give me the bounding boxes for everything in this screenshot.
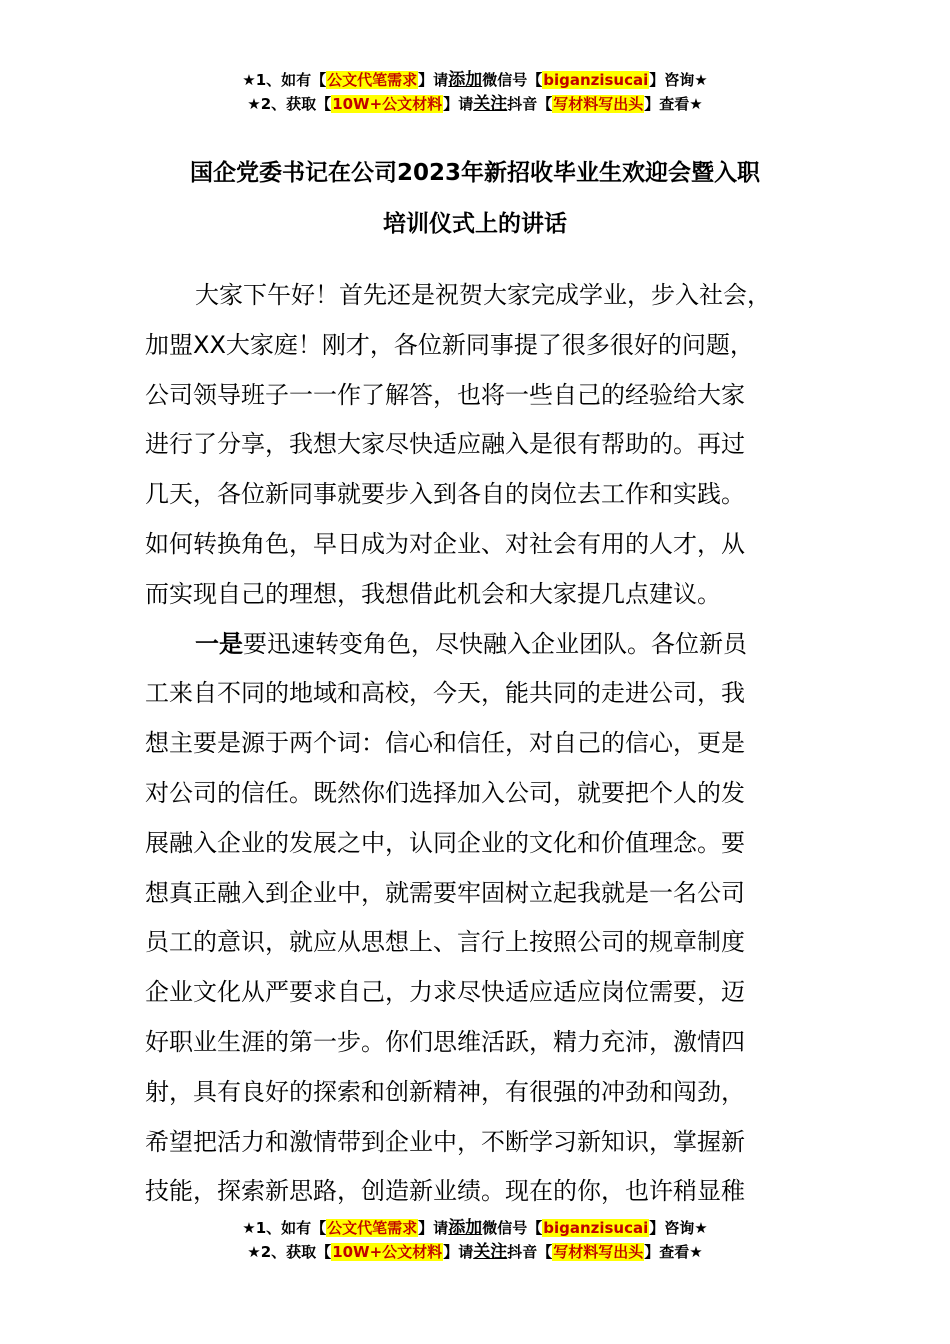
promo-emphasis: 关注 [473,94,508,114]
promo-highlight-materials: 10W+公文材料 [332,1243,443,1261]
header-promo-banner [0,68,950,116]
promo-text: 】请 [443,95,474,113]
promo-text: 微信号【 [482,1219,543,1237]
star-icon: ★ [247,1243,261,1261]
promo-text: 】咨询 [649,71,695,89]
promo-text: 】查看 [644,1243,690,1261]
document-body [145,271,835,1217]
promo-line-2 [0,1240,950,1264]
document-title [0,148,950,250]
body-text-run: 要迅速转变角色，尽快融入企业团队。各位新员 [243,629,747,658]
promo-text: 抖音【 [507,1243,553,1261]
promo-highlight-service: 公文代笔需求 [327,1219,418,1237]
promo-line-1 [0,1216,950,1240]
promo-text: 微信号【 [482,71,543,89]
body-line: 好职业生涯的第一步。你们思维活跃，精力充沛，激情四 [145,1027,745,1056]
promo-line-2 [0,92,950,116]
body-line: 射，具有良好的探索和创新精神，有很强的冲劲和闯劲， [145,1077,745,1106]
promo-highlight-materials: 10W+公文材料 [332,95,443,113]
star-icon: ★ [689,1243,703,1261]
footer-promo-banner [0,1216,950,1264]
promo-highlight-douyin: 写材料写出头 [553,1243,644,1261]
body-line: 员工的意识，就应从思想上、言行上按照公司的规章制度 [145,928,745,957]
promo-text: 1、如有【 [255,1219,327,1237]
body-line: 技能，探索新思路，创造新业绩。现在的你，也许稍显稚 [145,1177,745,1206]
promo-emphasis: 关注 [473,1242,508,1262]
star-icon: ★ [694,1219,708,1237]
body-line: 想主要是源于两个词：信心和信任，对自己的信心，更是 [145,729,745,758]
body-line: 大家下午好！首先还是祝贺大家完成学业，步入社会， [195,281,771,309]
body-line: 公司领导班子一一作了解答，也将一些自己的经验给大家 [145,380,745,409]
promo-text: 1、如有【 [255,71,327,89]
promo-text: 】查看 [644,95,690,113]
promo-text: 】请 [443,1243,474,1261]
body-line: 工来自不同的地域和高校，今天，能共同的走进公司，我 [145,679,745,708]
body-line: 希望把活力和激情带到企业中，不断学习新知识，掌握新 [145,1127,745,1156]
promo-emphasis: 添加 [448,1218,483,1238]
section-marker-first: 一是 [195,629,243,658]
star-icon: ★ [242,71,256,89]
promo-highlight-service: 公文代笔需求 [327,71,418,89]
star-icon: ★ [694,71,708,89]
paragraph-2-lead [145,620,835,670]
promo-text: 2、获取【 [260,1243,332,1261]
promo-emphasis: 添加 [448,70,483,90]
body-line: 如何转换角色，早日成为对企业、对社会有用的人才，从 [145,529,745,558]
promo-text: 2、获取【 [260,95,332,113]
star-icon: ★ [247,95,261,113]
promo-text: 抖音【 [507,95,553,113]
body-line: 进行了分享，我想大家尽快适应融入是很有帮助的。再过 [145,430,745,459]
body-line: 而实现自己的理想，我想借此机会和大家提几点建议。 [145,579,721,608]
promo-line-1 [0,68,950,92]
star-icon: ★ [689,95,703,113]
body-line: 加盟XX大家庭！刚才，各位新同事提了很多很好的问题， [145,330,754,359]
body-line: 展融入企业的发展之中，认同企业的文化和价值理念。要 [145,828,745,857]
promo-highlight-douyin: 写材料写出头 [553,95,644,113]
body-line: 想真正融入到企业中，就需要牢固树立起我就是一名公司 [145,878,745,907]
promo-highlight-wechat: biganzisucai [543,71,649,89]
promo-text: 】请 [418,71,449,89]
promo-highlight-wechat: biganzisucai [543,1219,649,1237]
title-line-2: 培训仪式上的讲话 [383,211,567,237]
body-line: 企业文化从严要求自己，力求尽快适应适应岗位需要，迈 [145,978,745,1007]
body-line: 几天，各位新同事就要步入到各自的岗位去工作和实践。 [145,480,745,509]
promo-text: 】咨询 [649,1219,695,1237]
body-line: 对公司的信任。既然你们选择加入公司，就要把个人的发 [145,778,745,807]
promo-text: 】请 [418,1219,449,1237]
star-icon: ★ [242,1219,256,1237]
title-line-1: 国企党委书记在公司2023年新招收毕业生欢迎会暨入职 [189,160,760,186]
